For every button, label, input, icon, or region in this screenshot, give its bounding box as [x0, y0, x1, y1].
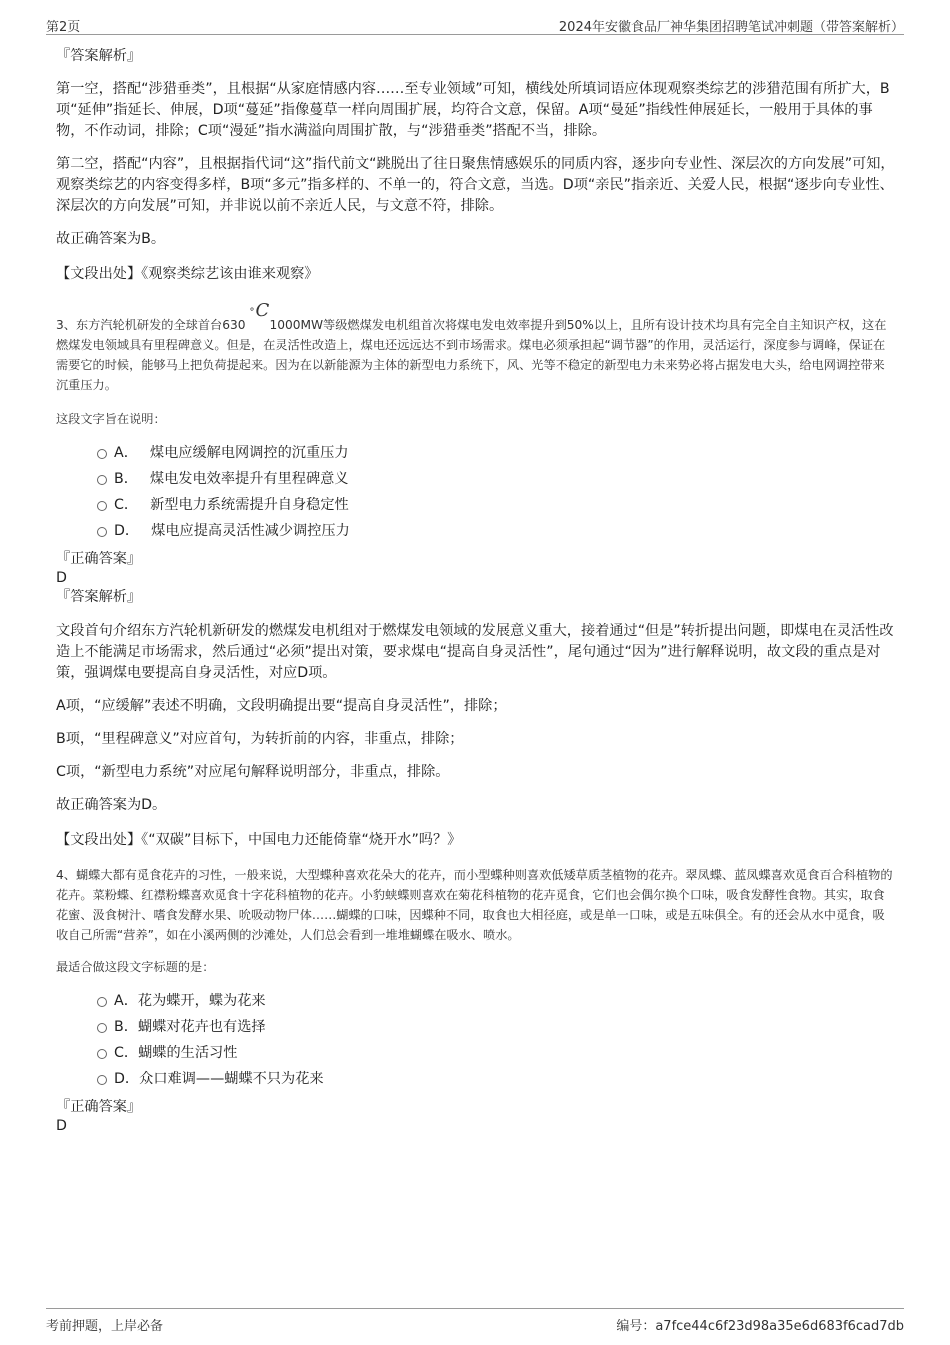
radio-icon[interactable] — [97, 449, 107, 459]
correct-answer-heading: 『正确答案』 — [56, 551, 142, 567]
option-list — [56, 440, 896, 544]
document-id: 编号：a7fce44c6f23d98a35e6d683f6cad7db — [616, 1319, 904, 1334]
question-stem: 4、蝴蝶大都有觅食花卉的习性，一般来说，大型蝶种喜欢花朵大的花卉，而小型蝶种则喜欢低矮草质茎植物的花卉。翠凤蝶、蓝凤蝶喜欢觅食百合科植物的花卉。菜粉蝶、红襟粉蝶喜欢觅食十字花科植物的花卉。小豹蛱蝶则喜欢在菊花科植物的花卉觅食，它们也会偶尔换个口味，吸食发酵性食物。其实，取食花蜜、汲食树汁、嗜食发酵水果、吮吸动物尸体……蝴蝶的口味，因蝶种不同，取食也大相径庭，或是单一口味，或是五味俱全。有的还会从水中觅食，吸收自己所需“营养”，如在小溪两侧的沙滩处，人们总会看到一堆堆蝴蝶在吸水、喷水。 — [56, 868, 893, 942]
radio-icon[interactable] — [97, 501, 107, 511]
option-a[interactable] — [56, 440, 896, 466]
question-stem-part: 1000MW等级燃煤发电机组首次将煤电发电效率提升到50%以上，且所有设计技术均具有完全自主知识产权，这在燃煤发电领域具有里程碑意义。但是，在灵活性改造上，煤电还远远达不到市场需求。煤电必须承担起“调节器”的作用，灵活运行，深度参与调峰，保证在需要它的时候，能够马上把负荷提起来。因为在以新能源为主体的新型电力系统下，风、光等不稳定的新型电力未来势必将占据发电大头，给电网调控带来沉重压力。 — [56, 318, 887, 392]
option-analysis: C项，“新型电力系统”对应尾句解释说明部分，非重点，排除。 — [56, 764, 450, 780]
conclusion-text: 故正确答案为D。 — [56, 797, 167, 813]
option-text: 蝴蝶的生活习性 — [138, 1045, 238, 1061]
conclusion-text: 故正确答案为B。 — [56, 231, 166, 247]
option-text: 众口难调——蝴蝶不只为花来 — [139, 1071, 324, 1087]
option-letter: C． — [114, 1045, 139, 1061]
degree-celsius — [245, 300, 270, 331]
question-prompt: 这段文字旨在说明： — [56, 412, 166, 426]
page-header — [46, 14, 904, 35]
correct-answer-heading: 『正确答案』 — [56, 1099, 142, 1115]
option-d[interactable] — [56, 1066, 896, 1092]
question-prompt: 最适合做这段文字标题的是： — [56, 960, 215, 974]
radio-icon[interactable] — [97, 1075, 107, 1085]
radio-icon[interactable] — [97, 475, 107, 485]
source-citation: 【文段出处】《“双碳”目标下，中国电力还能倚靠“烧开水”吗？》 — [56, 832, 462, 848]
option-letter: D． — [114, 523, 140, 539]
option-letter: A． — [114, 993, 138, 1009]
option-letter: D． — [114, 1071, 140, 1087]
option-c[interactable] — [56, 492, 896, 518]
page-content — [56, 46, 896, 1136]
option-text: 蝴蝶对花卉也有选择 — [137, 1019, 266, 1035]
option-text: 煤电发电效率提升有里程碑意义 — [149, 471, 349, 487]
document-title: 2024年安徽食品厂神华集团招聘笔试冲刺题（带答案解析） — [558, 20, 904, 35]
correct-answer: D — [56, 570, 67, 586]
option-letter: B． — [114, 1019, 138, 1035]
correct-answer: D — [56, 1118, 67, 1134]
option-letter: B． — [114, 471, 138, 487]
analysis-paragraph: 第一空，搭配“涉猎垂类”，且根据“从家庭情感内容……至专业领域”可知，横线处所填词语应体现观察类综艺的涉猎范围有所扩大，B项“延伸”指延长、伸展，D项“蔓延”指像蔓草一样向周围扩展，均符合文意，保留。A项“曼延”指线性伸展延长，一般用于具体的事物，不作动词，排除；C项“漫延”指水满溢向周围扩散，与“涉猎垂类”搭配不当，排除。 — [56, 81, 890, 139]
option-c[interactable] — [56, 1040, 896, 1066]
analysis-heading: 『答案解析』 — [56, 48, 142, 64]
radio-icon[interactable] — [97, 1049, 107, 1059]
source-citation: 【文段出处】《观察类综艺该由谁来观察》 — [56, 266, 319, 282]
analysis-paragraph: 文段首句介绍东方汽轮机新研发的燃煤发电机组对于燃煤发电领域的发展意义重大，接着通过“但是”转折提出问题，即煤电在灵活性改造上不能满足市场需求，然后通过“必须”提出对策，要求煤电“提高自身灵活性”，尾句通过“因为”进行解释说明，故文段的重点是对策，强调煤电要提高自身灵活性，对应D项。 — [56, 623, 894, 681]
option-analysis: A项，“应缓解”表述不明确，文段明确提出要“提高自身灵活性”，排除； — [56, 698, 507, 714]
question-stem — [56, 300, 896, 395]
analysis-paragraph: 第二空，搭配“内容”，且根据指代词“这”指代前文“跳脱出了往日聚焦情感娱乐的同质内容，逐步向专业性、深层次的方向发展”可知，观察类综艺的内容变得多样，B项“多元”指多样的、不单一的，符合文意，当选。D项“亲民”指亲近、关爱人民，根据“逐步向专业性、深层次的方向发展”可知，并非说以前不亲近人民，与文意不符，排除。 — [56, 156, 895, 214]
option-text: 煤电应缓解电网调控的沉重压力 — [149, 445, 349, 461]
option-text: 新型电力系统需提升自身稳定性 — [150, 497, 349, 513]
option-letter: C． — [114, 497, 139, 513]
radio-icon[interactable] — [97, 527, 107, 537]
option-text: 花为蝶开，蝶为花来 — [137, 993, 266, 1009]
option-b[interactable] — [56, 1014, 896, 1040]
degree-unit: C — [255, 300, 270, 321]
option-b[interactable] — [56, 466, 896, 492]
radio-icon[interactable] — [97, 997, 107, 1007]
option-d[interactable] — [56, 518, 896, 544]
analysis-heading: 『答案解析』 — [56, 589, 142, 605]
page-number: 第2页 — [46, 20, 81, 35]
option-a[interactable] — [56, 988, 896, 1014]
option-analysis: B项，“里程碑意义”对应首句，为转折前的内容，非重点，排除； — [56, 731, 464, 747]
radio-icon[interactable] — [97, 1023, 107, 1033]
page-footer — [46, 1308, 904, 1333]
question-stem-part: 3、东方汽轮机研发的全球首台630 — [56, 318, 246, 332]
degree-mark: ° — [249, 307, 255, 318]
option-list — [56, 988, 896, 1092]
option-letter: A． — [114, 445, 138, 461]
footer-slogan: 考前押题，上岸必备 — [46, 1319, 164, 1334]
option-text: 煤电应提高灵活性减少调控压力 — [151, 523, 350, 539]
